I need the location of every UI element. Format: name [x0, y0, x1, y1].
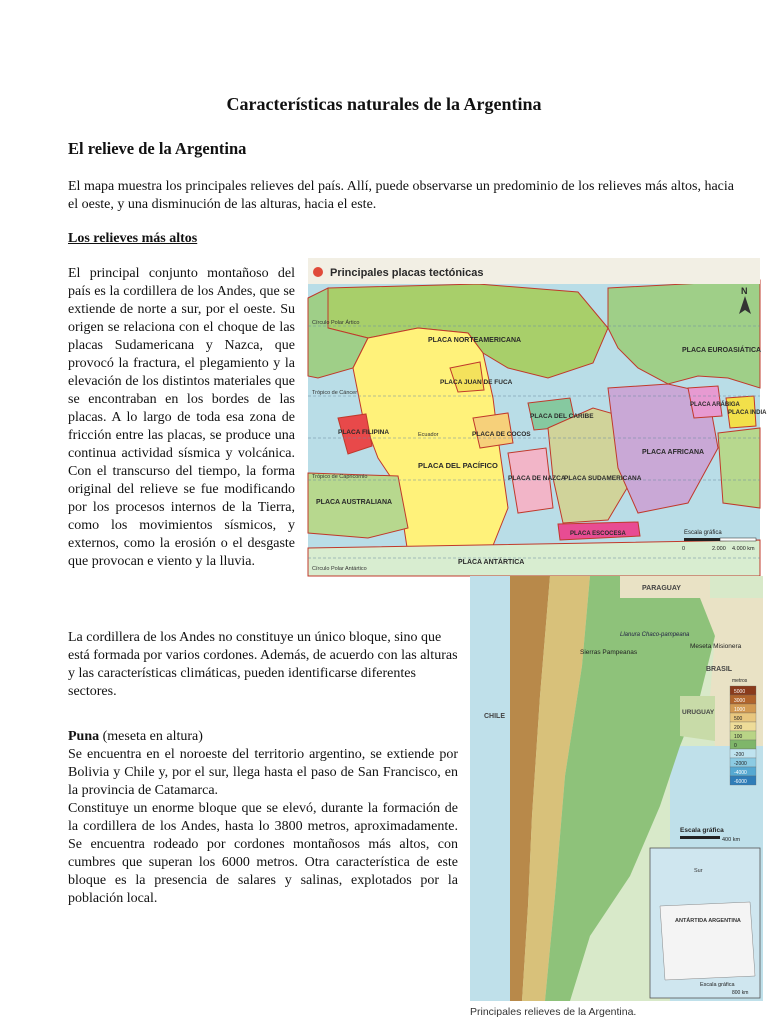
- andes-paragraph: El principal conjunto montañoso del país es la cordillera de los Andes, que se extiende de norte a sur, por el oeste. Su origen se relaciona con el choque de las placas Sudamericana y Nazca, que provocó la fractura, el plegamiento y la elevación de los distintos materiales que se encontraban en los bordes de las placas. A lo largo de toda esa zona de fricción entre las placas, se produce una continua actividad sísmica y volcánica. Con el transcurso del tiempo, la forma original del relieve se fue modificando por los procesos internos de la Tierra, como los movimientos sísmicos, y externos, como la erosión o el desgaste que provocan e viento y la lluvia.: [68, 266, 295, 569]
- intro-paragraph: El mapa muestra los principales relieves del país. Allí, puede observarse un predominio de los relieves más altos, hacia el oeste, y una disminución de las alturas, hacia el este.: [68, 179, 734, 212]
- scale-value: 2.000: [712, 546, 726, 552]
- plate-label: PLACA INDIA: [728, 410, 767, 416]
- subheading-relieves-altos: Los relieves más altos: [68, 231, 198, 246]
- cordones-paragraph: La cordillera de los Andes no constituye un único bloque, sino que está formada por varios cordones. Además, de acuerdo con las alturas y las características climáticas, pueden identificarse diferentes sectores.: [68, 630, 458, 699]
- legend-value: -6000: [734, 779, 747, 785]
- legend-value: -200: [734, 752, 745, 758]
- section-heading: El relieve de la Argentina: [68, 139, 247, 158]
- inset-scale-title: Escala gráfica: [700, 982, 735, 988]
- antartida-landmass: [660, 902, 755, 980]
- region-label: Sierras Pampeanas: [580, 649, 638, 656]
- line-label: Círculo Polar Ártico: [312, 320, 360, 326]
- scale-bar-segment: [684, 538, 720, 541]
- plate-label: PLACA DEL CARIBE: [530, 413, 594, 420]
- neighbor-label: BRASIL: [706, 666, 733, 673]
- elevation-legend: [730, 686, 756, 785]
- neighbor-label: CHILE: [484, 713, 505, 720]
- line-label: Círculo Polar Antártico: [312, 566, 367, 572]
- uruguay-area: [680, 696, 715, 741]
- legend-value: 5000: [734, 689, 746, 695]
- legend-value: 100: [734, 734, 743, 740]
- legend-value: -2000: [734, 761, 747, 767]
- line-label: Trópico de Cáncer: [312, 390, 358, 396]
- inset-scale-end: 800 km: [732, 990, 749, 996]
- scale-bar: [680, 836, 720, 839]
- puna-heading: [68, 728, 458, 746]
- plate-label: PLACA EUROASIÁTICA: [682, 347, 762, 354]
- relief-map-caption: Principales relieves de la Argentina.: [470, 1006, 637, 1018]
- line-label: Trópico de Capricornio: [312, 474, 368, 480]
- plate-label: PLACA AFRICANA: [642, 449, 705, 456]
- tectonic-map-title: Principales placas tectónicas: [330, 267, 484, 279]
- scale-title: Escala gráfica: [680, 827, 724, 834]
- neighbor-label: PARAGUAY: [642, 585, 681, 592]
- plate-label: PLACA ANTÁRTICA: [458, 559, 525, 566]
- puna-qualifier: (meseta en altura): [99, 729, 203, 744]
- puna-paragraph-2: Constituye un enorme bloque que se elevó, durante la formación de la cordillera de los Andes, hasta lo 3800 metros, aproximadamente. Se encuentra rodeado por cordones montañosos más altos, con cumbres que superan los 6000 metros. Otra característica de este bloque es la presencia de salares y salinas, explotados por la población local.: [68, 801, 458, 906]
- plate-label: PLACA JUAN DE FUCA: [440, 379, 513, 386]
- plate-label: PLACA DE COCOS: [472, 431, 531, 438]
- australian-plate-east: [718, 428, 760, 508]
- puna-name: Puna: [68, 729, 100, 744]
- argentina-relief-map: [470, 576, 763, 1001]
- page-title: Características naturales de la Argentina: [226, 94, 542, 114]
- scale-bar-segment: [720, 538, 756, 541]
- legend-title: metros: [732, 678, 748, 684]
- legend-value: 1000: [734, 707, 746, 713]
- plate-label: PLACA DE NAZCA: [508, 475, 566, 482]
- scale-title: Escala gráfica: [684, 530, 722, 536]
- plate-label: PLACA SUDAMERICANA: [564, 475, 642, 482]
- plate-label: PLACA ARÁBIGA: [690, 402, 740, 408]
- puna-paragraph-1: Se encuentra en el noroeste del territorio argentino, se extiende por Bolivia y Chile y, por el sur, llega hasta el paso de San Francisco, en la provincia de Catamarca.: [68, 747, 458, 798]
- legend-value: 200: [734, 725, 743, 731]
- title-bullet-icon: [313, 267, 323, 277]
- region-label: Llanura Chaco-pampeana: [620, 632, 690, 638]
- legend-value: -4000: [734, 770, 747, 776]
- plate-label: PLACA DEL PACÍFICO: [418, 461, 498, 470]
- legend-value: 3000: [734, 698, 746, 704]
- plate-label: PLACA AUSTRALIANA: [316, 499, 393, 506]
- scale-value: 4.000 km: [732, 546, 755, 552]
- plate-label: PLACA FILIPINA: [338, 429, 390, 436]
- line-label: Ecuador: [418, 432, 439, 438]
- scale-value: 0: [682, 546, 686, 552]
- north-label: N: [741, 286, 748, 296]
- plate-label: PLACA NORTEAMERICANA: [428, 337, 522, 344]
- legend-value: 500: [734, 716, 743, 722]
- pacific-ocean: [470, 576, 510, 1001]
- tectonic-map-graphic: [308, 258, 767, 576]
- inset-label: ANTÁRTIDA ARGENTINA: [675, 918, 741, 924]
- inset-label: Sur: [694, 868, 703, 874]
- tectonic-plates-map: [308, 258, 767, 576]
- neighbor-label: URUGUAY: [682, 709, 715, 716]
- relief-map-graphic: [470, 576, 763, 1001]
- scale-end: 400 km: [722, 837, 741, 843]
- plate-label: PLACA ESCOCESA: [570, 531, 626, 537]
- puna-section: [68, 728, 458, 908]
- legend-value: 0: [734, 743, 737, 749]
- region-label: Meseta Misionera: [690, 643, 742, 650]
